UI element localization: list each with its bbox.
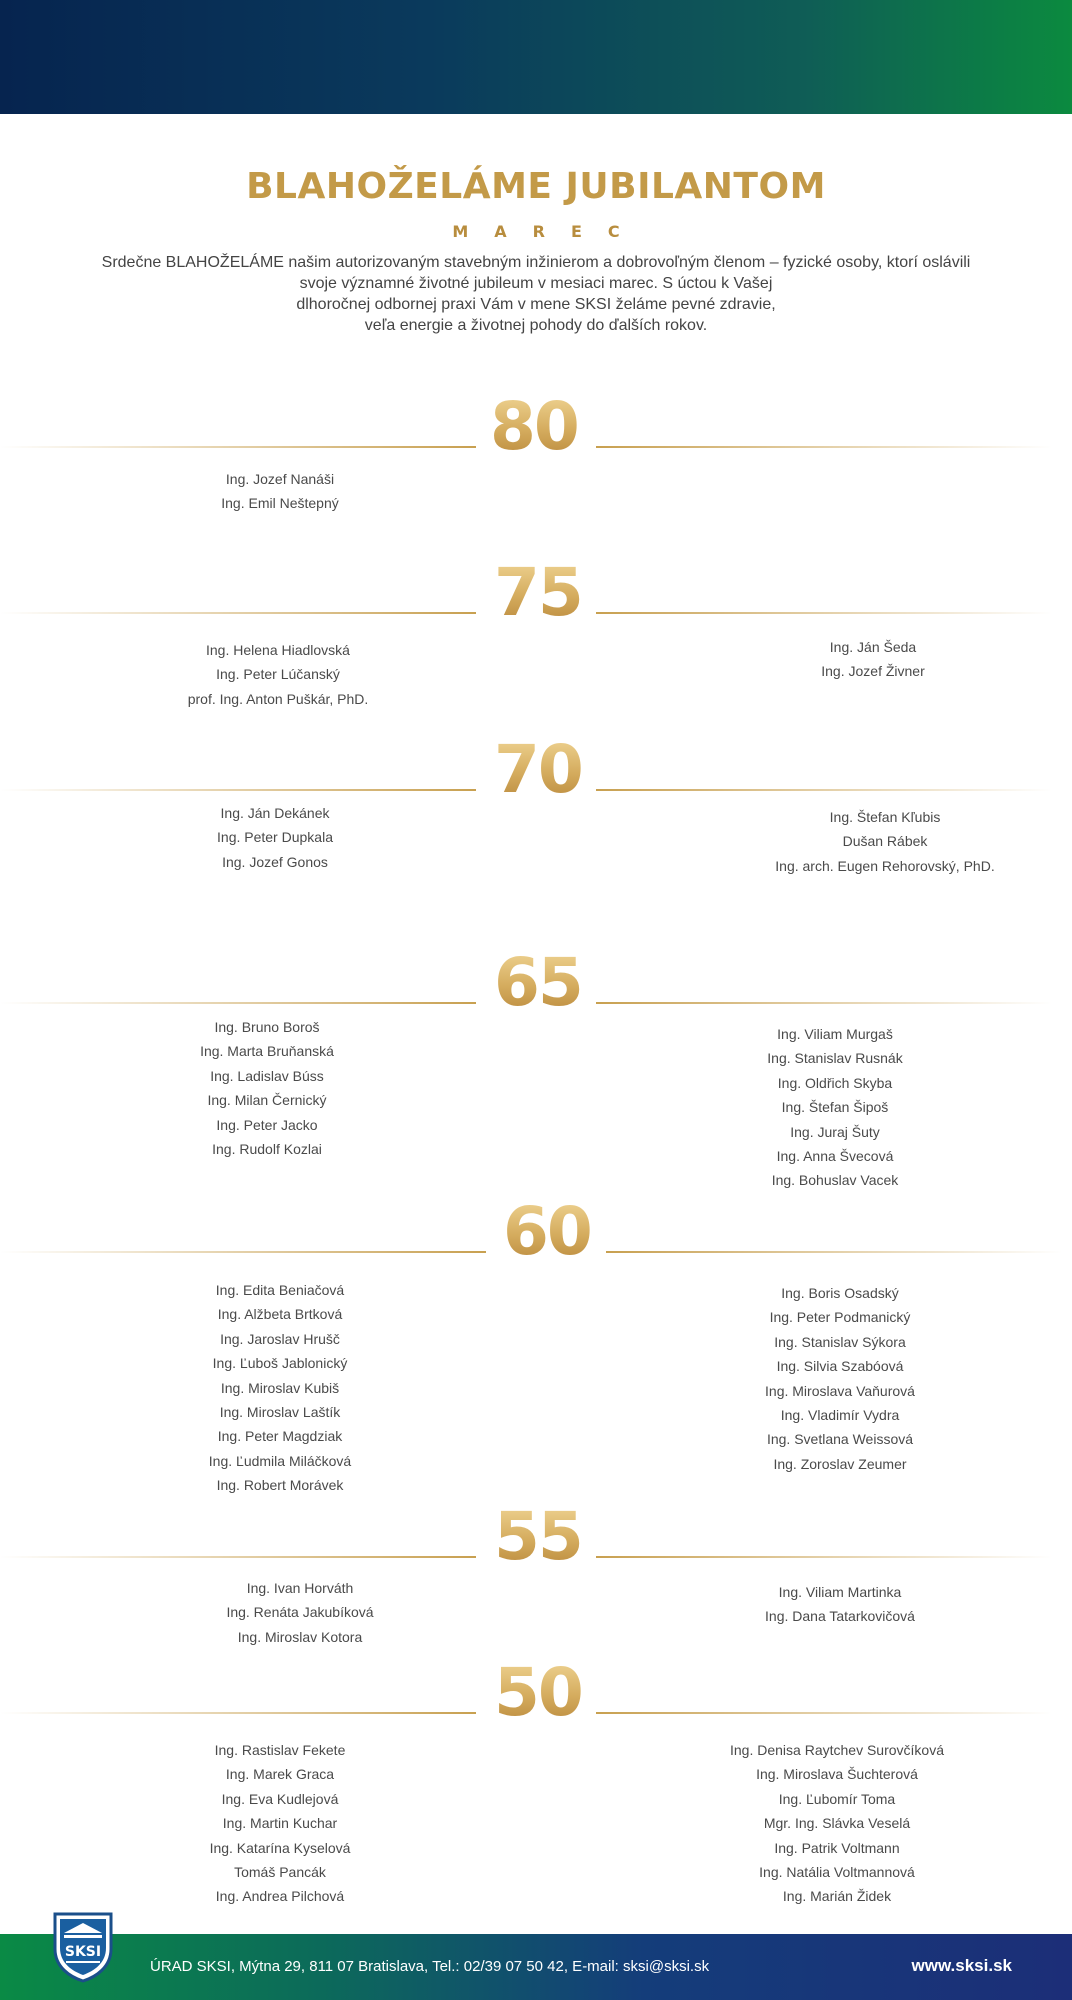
jubilant-name: Ing. Jaroslav Hrušč xyxy=(220,1330,340,1347)
names-list-left xyxy=(110,1278,450,1498)
age-heading-70: 70 xyxy=(494,731,582,808)
divider-line xyxy=(0,1251,486,1253)
page-title: BLAHOŽELÁME JUBILANTOM xyxy=(246,166,826,207)
jubilant-name: Ing. Natália Voltmannová xyxy=(759,1863,915,1880)
names-list-right xyxy=(665,1022,1005,1193)
jubilant-name: Ing. Boris Osadský xyxy=(781,1285,899,1301)
jubilant-name: Ing. Miroslava Vaňurová xyxy=(765,1382,915,1399)
jubilant-name: Ing. Marta Bruňanská xyxy=(200,1043,334,1060)
names-list-left xyxy=(105,801,445,874)
age-heading-65: 65 xyxy=(494,944,582,1021)
intro-line: dlhoročnej odbornej praxi Vám v mene SKSI želáme pevné zdravie, xyxy=(296,296,776,313)
age-heading-75: 75 xyxy=(494,554,582,631)
month-label: MAREC xyxy=(452,222,646,241)
jubilant-name: Ing. Rastislav Fekete xyxy=(214,1742,346,1758)
jubilant-name: Ing. Peter Lúčanský xyxy=(216,666,340,683)
names-list-left xyxy=(97,1015,437,1161)
jubilant-name: Dušan Rábek xyxy=(842,833,928,850)
jubilant-name: Ing. Oldřich Skyba xyxy=(777,1074,893,1091)
divider-line xyxy=(596,1002,1052,1004)
intro-line: Srdečne BLAHOŽELÁME našim autorizovaným stavebným inžinierom a dobrovoľným členom – fyzické osoby, ktorí oslávili xyxy=(101,254,971,271)
divider-line xyxy=(0,1712,476,1714)
age-heading-60: 60 xyxy=(503,1193,591,1270)
jubilant-name: Ing. Bruno Boroš xyxy=(214,1019,320,1035)
jubilant-name: Ing. Robert Morávek xyxy=(216,1477,344,1494)
footer xyxy=(0,1934,1072,2000)
jubilant-name: Tomáš Pancák xyxy=(234,1863,326,1880)
jubilant-name: Ing. Ján Šeda xyxy=(829,639,917,655)
jubilant-name: Ing. Ľubomír Toma xyxy=(778,1790,896,1807)
jubilant-name: Ing. Miroslava Šuchterová xyxy=(756,1766,918,1783)
names-list-right xyxy=(715,805,1055,878)
jubilant-name: Ing. Ivan Horváth xyxy=(246,1580,354,1596)
jubilant-name: Ing. Ľuboš Jablonický xyxy=(212,1355,348,1372)
jubilant-name: Ing. Bohuslav Vacek xyxy=(771,1172,899,1189)
footer-address: ÚRAD SKSI, Mýtna 29, 811 07 Bratislava, Tel.: 02/39 07 50 42, E-mail: sksi@sksi.sk xyxy=(150,1958,710,1975)
jubilant-name: Ing. Patrik Voltmann xyxy=(774,1839,900,1856)
jubilant-name: Ing. Viliam Murgaš xyxy=(777,1026,893,1042)
jubilant-name: Ing. Edita Beniačová xyxy=(215,1282,345,1298)
intro-line: veľa energie a životnej pohody do ďalších rokov. xyxy=(364,317,708,334)
jubilant-name: Ing. Marián Židek xyxy=(782,1888,892,1905)
divider-line xyxy=(606,1251,1062,1253)
jubilant-name: Ing. Anna Švecová xyxy=(776,1147,894,1164)
jubilant-name: Ing. Vladimír Vydra xyxy=(780,1406,900,1423)
intro-text xyxy=(80,252,992,336)
jubilant-name: Ing. Denisa Raytchev Surovčíková xyxy=(730,1742,944,1758)
jubilant-name: Ing. Miroslav Kubiš xyxy=(220,1379,340,1396)
sksi-logo-icon xyxy=(52,1911,114,1983)
divider-line xyxy=(596,612,1052,614)
jubilant-name: Ing. Jozef Nanáši xyxy=(225,471,335,487)
jubilant-name: Ing. Alžbeta Brtková xyxy=(217,1306,343,1323)
age-heading-50: 50 xyxy=(494,1654,582,1731)
names-list-right xyxy=(703,635,1043,684)
jubilant-name: Ing. Viliam Martinka xyxy=(778,1584,902,1600)
jubilant-name: Ing. Andrea Pilchová xyxy=(215,1888,345,1905)
age-heading-55: 55 xyxy=(494,1498,582,1575)
jubilant-name: Ing. Štefan Šipoš xyxy=(781,1099,889,1116)
divider-line xyxy=(596,1556,1052,1558)
divider-line xyxy=(596,789,1052,791)
divider-line xyxy=(0,1556,476,1558)
names-list-right xyxy=(667,1738,1007,1909)
jubilant-name: Ing. Stanislav Sýkora xyxy=(774,1333,906,1350)
jubilant-name: Ing. Milan Černický xyxy=(207,1092,327,1109)
jubilant-name: Ing. Martin Kuchar xyxy=(222,1815,338,1832)
names-list-left xyxy=(110,467,450,516)
names-list-left xyxy=(108,638,448,711)
top-banner xyxy=(0,0,1072,114)
jubilant-name: Ing. Emil Neštepný xyxy=(221,495,339,512)
jubilant-name: Ing. Miroslav Laštík xyxy=(219,1403,341,1420)
divider-line xyxy=(0,789,476,791)
jubilant-name: Ing. Ladislav Búss xyxy=(210,1067,324,1084)
intro-line: svoje významné životné jubileum v mesiaci marec. S úctou k Vašej xyxy=(299,275,773,292)
jubilant-name: Ing. Juraj Šuty xyxy=(790,1123,880,1140)
logo-text: SKSI xyxy=(64,1944,102,1960)
jubilant-name: Ing. Zoroslav Zeumer xyxy=(773,1455,907,1472)
divider-line xyxy=(0,1002,476,1004)
jubilant-name: prof. Ing. Anton Puškár, PhD. xyxy=(187,690,369,707)
divider-line xyxy=(0,612,476,614)
names-list-left xyxy=(110,1738,450,1909)
jubilant-name: Ing. Rudolf Kozlai xyxy=(212,1140,322,1157)
jubilant-name: Ing. Renáta Jakubíková xyxy=(226,1604,374,1621)
jubilant-name: Ing. Silvia Szabóová xyxy=(776,1358,904,1375)
jubilant-name: Ing. Jozef Gonos xyxy=(222,853,328,870)
jubilant-name: Ing. Jozef Živner xyxy=(821,663,925,680)
jubilant-name: Ing. Helena Hiadlovská xyxy=(206,642,350,658)
jubilant-name: Ing. Štefan Kľubis xyxy=(829,809,941,825)
jubilant-name: Ing. Marek Graca xyxy=(225,1766,335,1783)
names-list-right xyxy=(670,1281,1010,1476)
jubilant-name: Ing. Ľudmila Miláčková xyxy=(208,1452,352,1469)
jubilant-name: Ing. Ján Dekánek xyxy=(220,805,330,821)
jubilant-name: Ing. Eva Kudlejová xyxy=(221,1790,339,1807)
divider-line xyxy=(596,446,1052,448)
jubilant-name: Ing. Peter Jacko xyxy=(216,1116,318,1133)
jubilant-name: Ing. Dana Tatarkovičová xyxy=(765,1608,915,1625)
jubilant-name: Ing. Stanislav Rusnák xyxy=(767,1050,903,1067)
age-heading-80: 80 xyxy=(490,388,578,465)
footer-website-link[interactable]: www.sksi.sk xyxy=(911,1956,1012,1975)
jubilant-name: Ing. Katarína Kyselová xyxy=(209,1839,351,1856)
names-list-right xyxy=(670,1580,1010,1629)
jubilant-name: Ing. arch. Eugen Rehorovský, PhD. xyxy=(775,857,995,874)
jubilant-name: Ing. Peter Magdziak xyxy=(217,1428,343,1445)
names-list-left xyxy=(130,1576,470,1649)
jubilant-name: Mgr. Ing. Slávka Veselá xyxy=(763,1815,911,1832)
jubilant-name: Ing. Peter Podmanický xyxy=(769,1309,911,1326)
jubilant-name: Ing. Svetlana Weissová xyxy=(766,1431,914,1448)
divider-line xyxy=(596,1712,1052,1714)
divider-line xyxy=(0,446,476,448)
jubilant-name: Ing. Miroslav Kotora xyxy=(237,1628,363,1645)
jubilant-name: Ing. Peter Dupkala xyxy=(217,829,333,846)
